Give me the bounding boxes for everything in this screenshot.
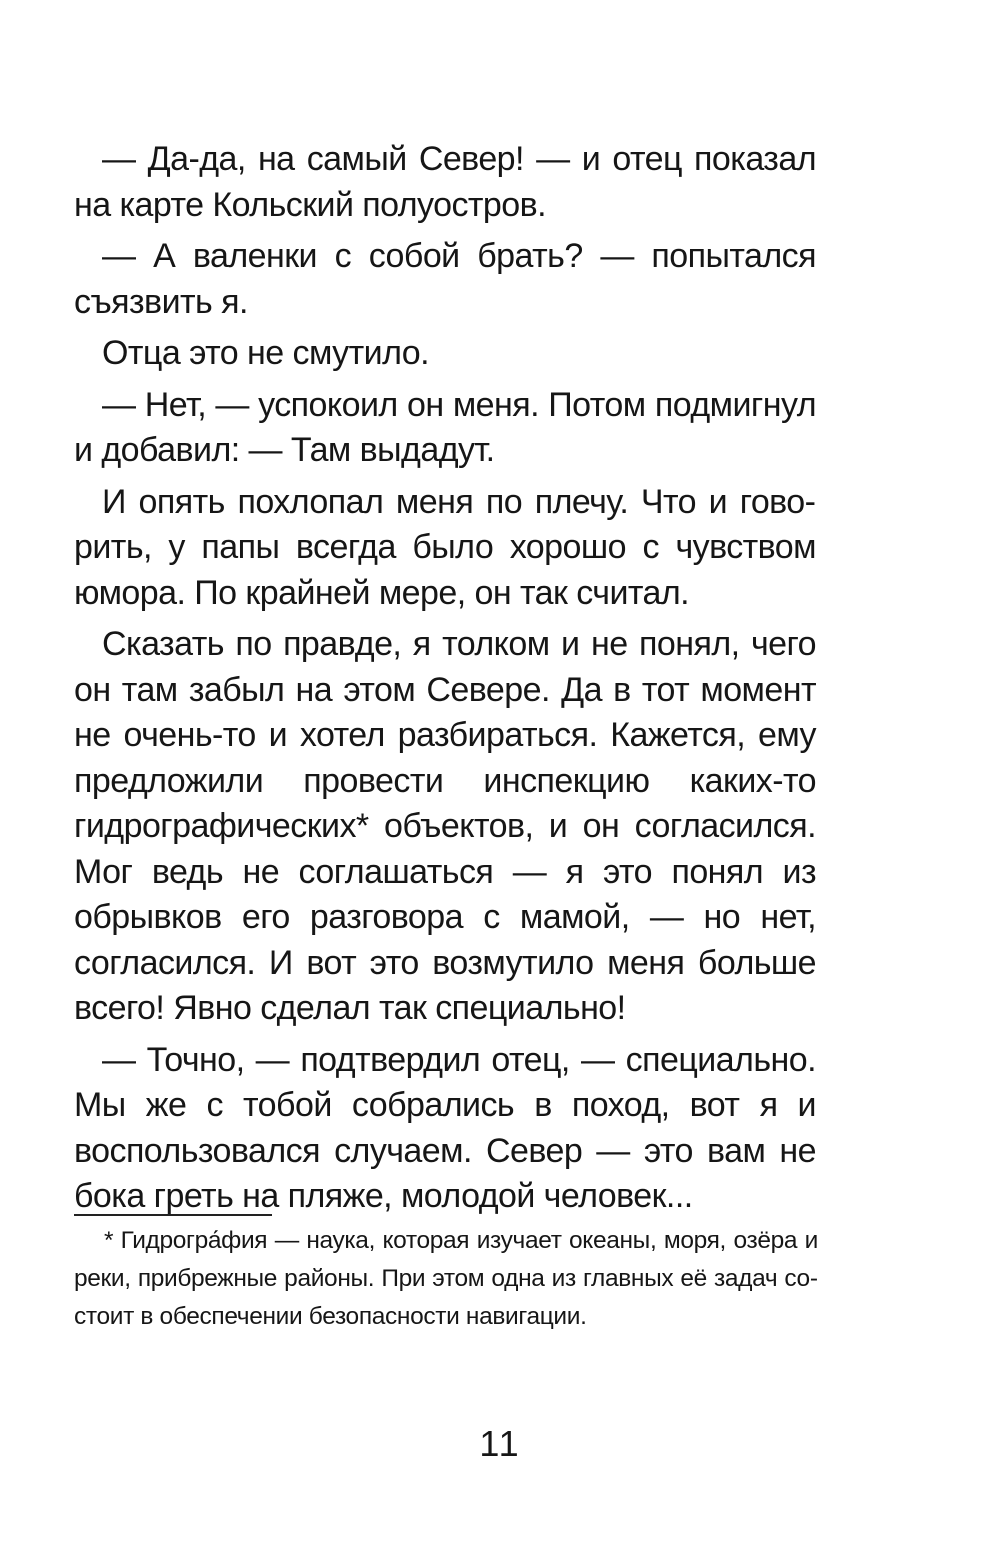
paragraph-7: — Точно, — подтвердил отец, — специально. Мы же с тобой собрались в поход, вот я и воспользовался случаем. Север — это вам не бока греть на пляже, молодой человек... [74, 1040, 816, 1215]
paragraph-2: — А валенки с собой брать? — попытался съязвить я. [74, 237, 816, 321]
paragraph-6: Сказать по правде, я толком и не понял, чего он там забыл на этом Севере. Да в тот момент не очень-то и хотел разбираться. Кажется, ему предложили провести инспекцию каких-то гидрографических* объектов, и он согласился. Мог ведь не соглашаться — я это понял из обрывков его разговора с мамой, — но нет, согласился. И вот это возмутило меня больше всего! Явно сделал так специально! [74, 625, 816, 1027]
footnote: * Гидрогра́фия — наука, которая изучает океаны, моря, озёра и реки, прибрежные районы. При этом одна из главных её задач состоит в обеспечении безопасности навигации. [74, 1227, 818, 1330]
page-number: 11 [479, 1423, 521, 1464]
paragraph-3: Отца это не смутило. [102, 334, 430, 372]
paragraph-1: — Да-да, на самый Север! — и отец показал на карте Кольский полуостров. [74, 140, 816, 224]
main-text [74, 137, 816, 1226]
paragraph-5: И опять похлопал меня по плечу. Что и говорить, у папы всегда было хорошо с чувством юмора. По крайней мере, он так считал. [74, 482, 816, 612]
paragraph-4: — Нет, — успокоил он меня. Потом подмигнул и добавил: — Там выдадут. [74, 385, 816, 469]
footnote-divider [74, 1214, 272, 1216]
